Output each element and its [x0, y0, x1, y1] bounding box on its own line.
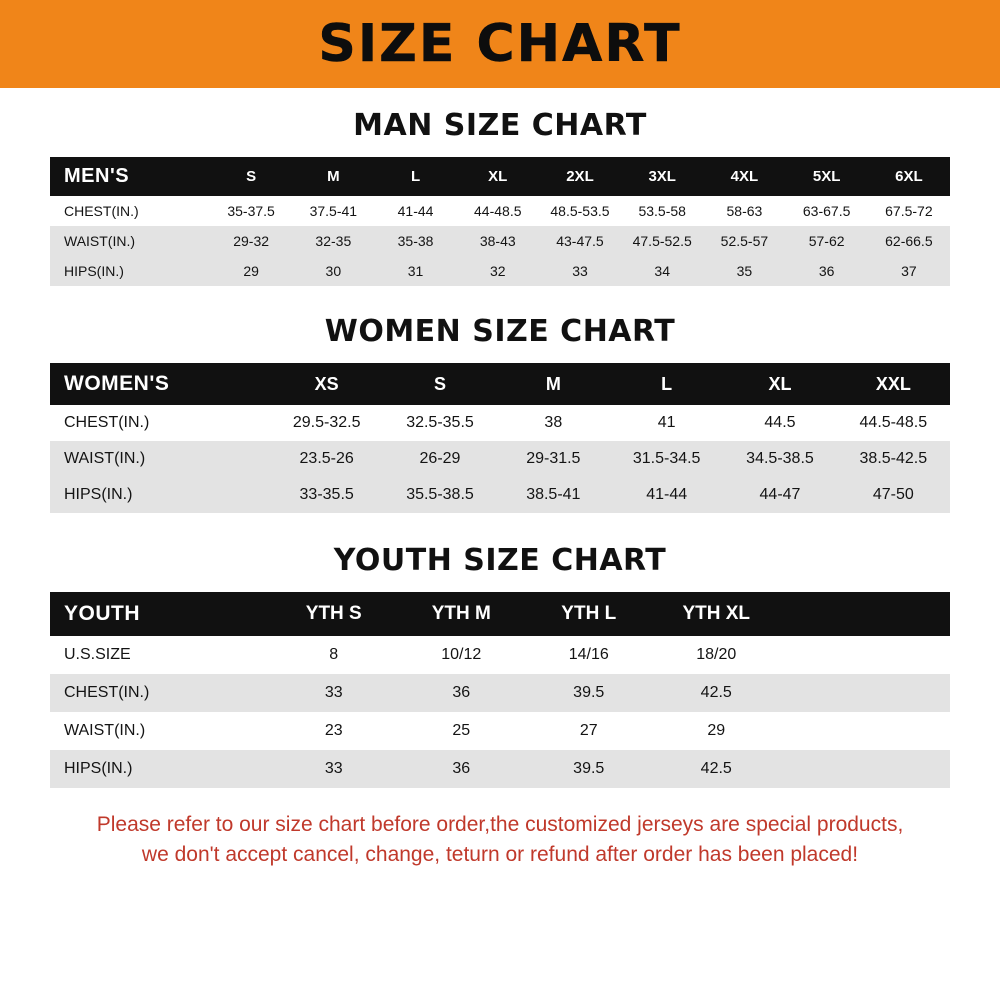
youth-row-2-cell-4	[780, 712, 950, 750]
youth-table-head	[50, 592, 950, 636]
man-row-2-cell-8: 37	[901, 263, 917, 279]
youth-row-1-label: CHEST(IN.)	[64, 684, 150, 701]
women-row-0-cell-5: 44.5-48.5	[859, 414, 928, 431]
women-table-head	[50, 363, 950, 405]
women-row-2-cell-5: 47-50	[872, 486, 914, 503]
man-row-2-cell-7: 36	[818, 263, 835, 279]
man-row-1-cell-4: 43-47.5	[556, 233, 604, 249]
women-row-2-cell-2: 38.5-41	[526, 486, 581, 503]
man-row-2-label: HIPS(IN.)	[64, 263, 124, 279]
page-title: SIZE CHART	[318, 14, 682, 74]
man-header-cell-0: MEN'S	[64, 165, 130, 187]
man-row-1-cell-5: 47.5-52.5	[632, 233, 692, 249]
youth-row-0-cell-1: 10/12	[441, 646, 482, 663]
youth-row-1-cell-4	[780, 674, 950, 712]
women-table-wrapper	[50, 363, 950, 513]
youth-table-body	[50, 636, 950, 788]
women-header-cell-1: XS	[314, 373, 339, 394]
table-row	[50, 636, 950, 674]
women-row-0-cell-2: 38	[544, 414, 563, 431]
youth-row-3-cell-2: 39.5	[573, 760, 605, 777]
women-header-cell-2: S	[433, 373, 446, 394]
women-header-cell-6: XXL	[875, 373, 911, 394]
youth-header-cell-2: YTH M	[431, 603, 491, 624]
man-row-2-cell-0: 29	[243, 263, 259, 279]
women-row-2-cell-4: 44-47	[759, 486, 801, 503]
man-row-1-cell-8: 62-66.5	[885, 233, 933, 249]
youth-row-2-label: WAIST(IN.)	[64, 722, 146, 739]
youth-table-wrapper	[50, 592, 950, 788]
table-row	[50, 441, 950, 477]
women-row-0-cell-0: 29.5-32.5	[292, 414, 361, 431]
youth-row-3-cell-1: 36	[452, 760, 471, 777]
footer-note-line-1: Please refer to our size chart before order,the customized jerseys are special products,	[96, 813, 904, 836]
women-row-0-cell-4: 44.5	[764, 414, 796, 431]
footer-note-line-2: we don't accept cancel, change, teturn or refund after order has been placed!	[141, 843, 859, 867]
table-row	[50, 226, 950, 256]
man-row-0-cell-0: 35-37.5	[227, 203, 275, 219]
man-row-0-cell-8: 67.5-72	[885, 203, 933, 219]
youth-row-1-cell-3: 42.5	[700, 684, 732, 701]
man-row-1-cell-0: 29-32	[233, 233, 270, 249]
man-header-cell-4: XL	[488, 168, 508, 185]
man-row-0-cell-6: 58-63	[726, 203, 763, 219]
footer-note	[35, 810, 965, 871]
man-row-1-label: WAIST(IN.)	[64, 233, 136, 249]
youth-row-2-cell-1: 25	[452, 722, 471, 739]
man-header-cell-8: 5XL	[812, 168, 841, 185]
man-row-0-label: CHEST(IN.)	[64, 203, 139, 219]
youth-row-0-cell-0: 8	[329, 646, 339, 663]
youth-row-2-cell-3: 29	[707, 722, 726, 739]
man-row-0-cell-4: 48.5-53.5	[550, 203, 610, 219]
women-row-2-cell-0: 33-35.5	[299, 486, 354, 503]
man-size-table	[50, 157, 950, 286]
youth-row-1-cell-2: 39.5	[573, 684, 605, 701]
youth-row-0-label: U.S.SIZE	[64, 646, 131, 663]
man-row-1-cell-3: 38-43	[479, 233, 516, 249]
youth-row-3-label: HIPS(IN.)	[64, 760, 133, 777]
youth-row-0-cell-2: 14/16	[568, 646, 609, 663]
women-header-cell-3: M	[545, 373, 561, 394]
youth-header-cell-5	[780, 592, 950, 636]
women-header-row	[50, 363, 950, 405]
women-header-cell-4: L	[661, 373, 673, 394]
youth-header-row	[50, 592, 950, 636]
table-row	[50, 674, 950, 712]
youth-section-title: YOUTH SIZE CHART	[333, 543, 667, 578]
man-row-0-cell-3: 44-48.5	[474, 203, 522, 219]
man-table-head	[50, 157, 950, 196]
man-row-1-cell-7: 57-62	[808, 233, 845, 249]
women-header-cell-0: WOMEN'S	[64, 372, 170, 395]
youth-row-0-cell-4	[780, 636, 950, 674]
man-row-1-cell-2: 35-38	[397, 233, 434, 249]
women-row-2-label: HIPS(IN.)	[64, 486, 133, 503]
table-row	[50, 712, 950, 750]
man-row-0-cell-5: 53.5-58	[638, 203, 686, 219]
man-row-2-cell-6: 35	[736, 263, 753, 279]
women-row-1-label: WAIST(IN.)	[64, 450, 146, 467]
header-banner	[0, 0, 1000, 88]
man-row-1-cell-1: 32-35	[315, 233, 352, 249]
youth-row-1-cell-0: 33	[324, 684, 343, 701]
women-row-1-cell-4: 34.5-38.5	[746, 450, 814, 467]
women-header-cell-5: XL	[768, 373, 792, 394]
man-row-0-cell-7: 63-67.5	[802, 203, 851, 219]
youth-row-0-cell-3: 18/20	[696, 646, 737, 663]
women-row-1-cell-1: 26-29	[419, 450, 461, 467]
youth-row-3-cell-0: 33	[324, 760, 343, 777]
women-row-0-label: CHEST(IN.)	[64, 414, 150, 431]
man-row-2-cell-1: 30	[325, 263, 342, 279]
women-row-0-cell-3: 41	[657, 414, 676, 431]
man-row-2-cell-3: 32	[489, 263, 506, 279]
youth-header-cell-0: YOUTH	[64, 602, 140, 625]
women-row-2-cell-1: 35.5-38.5	[406, 486, 474, 503]
women-section-title: WOMEN SIZE CHART	[324, 314, 676, 349]
women-row-2-cell-3: 41-44	[646, 486, 688, 503]
man-table-body	[50, 196, 950, 286]
women-size-table	[50, 363, 950, 513]
man-header-cell-1: S	[246, 168, 257, 185]
man-header-cell-7: 4XL	[730, 168, 759, 185]
man-header-cell-9: 6XL	[895, 168, 923, 185]
man-header-cell-2: M	[327, 168, 340, 185]
man-row-2-cell-4: 33	[572, 263, 588, 279]
man-header-cell-6: 3XL	[648, 168, 676, 185]
women-row-1-cell-5: 38.5-42.5	[859, 450, 928, 467]
youth-row-3-cell-4	[780, 750, 950, 788]
women-row-1-cell-3: 31.5-34.5	[632, 450, 701, 467]
table-row	[50, 256, 950, 286]
women-table-body	[50, 405, 950, 513]
table-row	[50, 750, 950, 788]
youth-row-2-cell-0: 23	[324, 722, 343, 739]
man-section-title: MAN SIZE CHART	[353, 108, 647, 143]
table-row	[50, 477, 950, 513]
man-row-0-cell-1: 37.5-41	[309, 203, 358, 219]
man-header-row	[50, 157, 950, 196]
man-table-wrapper	[50, 157, 950, 286]
man-row-2-cell-5: 34	[654, 263, 670, 279]
man-row-0-cell-2: 41-44	[397, 203, 434, 219]
man-header-cell-5: 2XL	[566, 168, 594, 185]
man-row-1-cell-6: 52.5-57	[720, 233, 769, 249]
youth-row-1-cell-1: 36	[452, 684, 471, 701]
women-row-1-cell-0: 23.5-26	[299, 450, 354, 467]
youth-row-3-cell-3: 42.5	[700, 760, 732, 777]
youth-header-cell-3: YTH L	[561, 603, 617, 624]
table-row	[50, 196, 950, 226]
youth-header-cell-1: YTH S	[305, 603, 362, 624]
youth-row-2-cell-2: 27	[579, 722, 598, 739]
man-header-cell-3: L	[410, 168, 421, 185]
youth-size-table	[50, 592, 950, 788]
table-row	[50, 405, 950, 441]
youth-header-cell-4: YTH XL	[682, 603, 751, 624]
man-row-2-cell-2: 31	[407, 263, 424, 279]
women-row-0-cell-1: 32.5-35.5	[406, 414, 474, 431]
women-row-1-cell-2: 29-31.5	[526, 450, 581, 467]
